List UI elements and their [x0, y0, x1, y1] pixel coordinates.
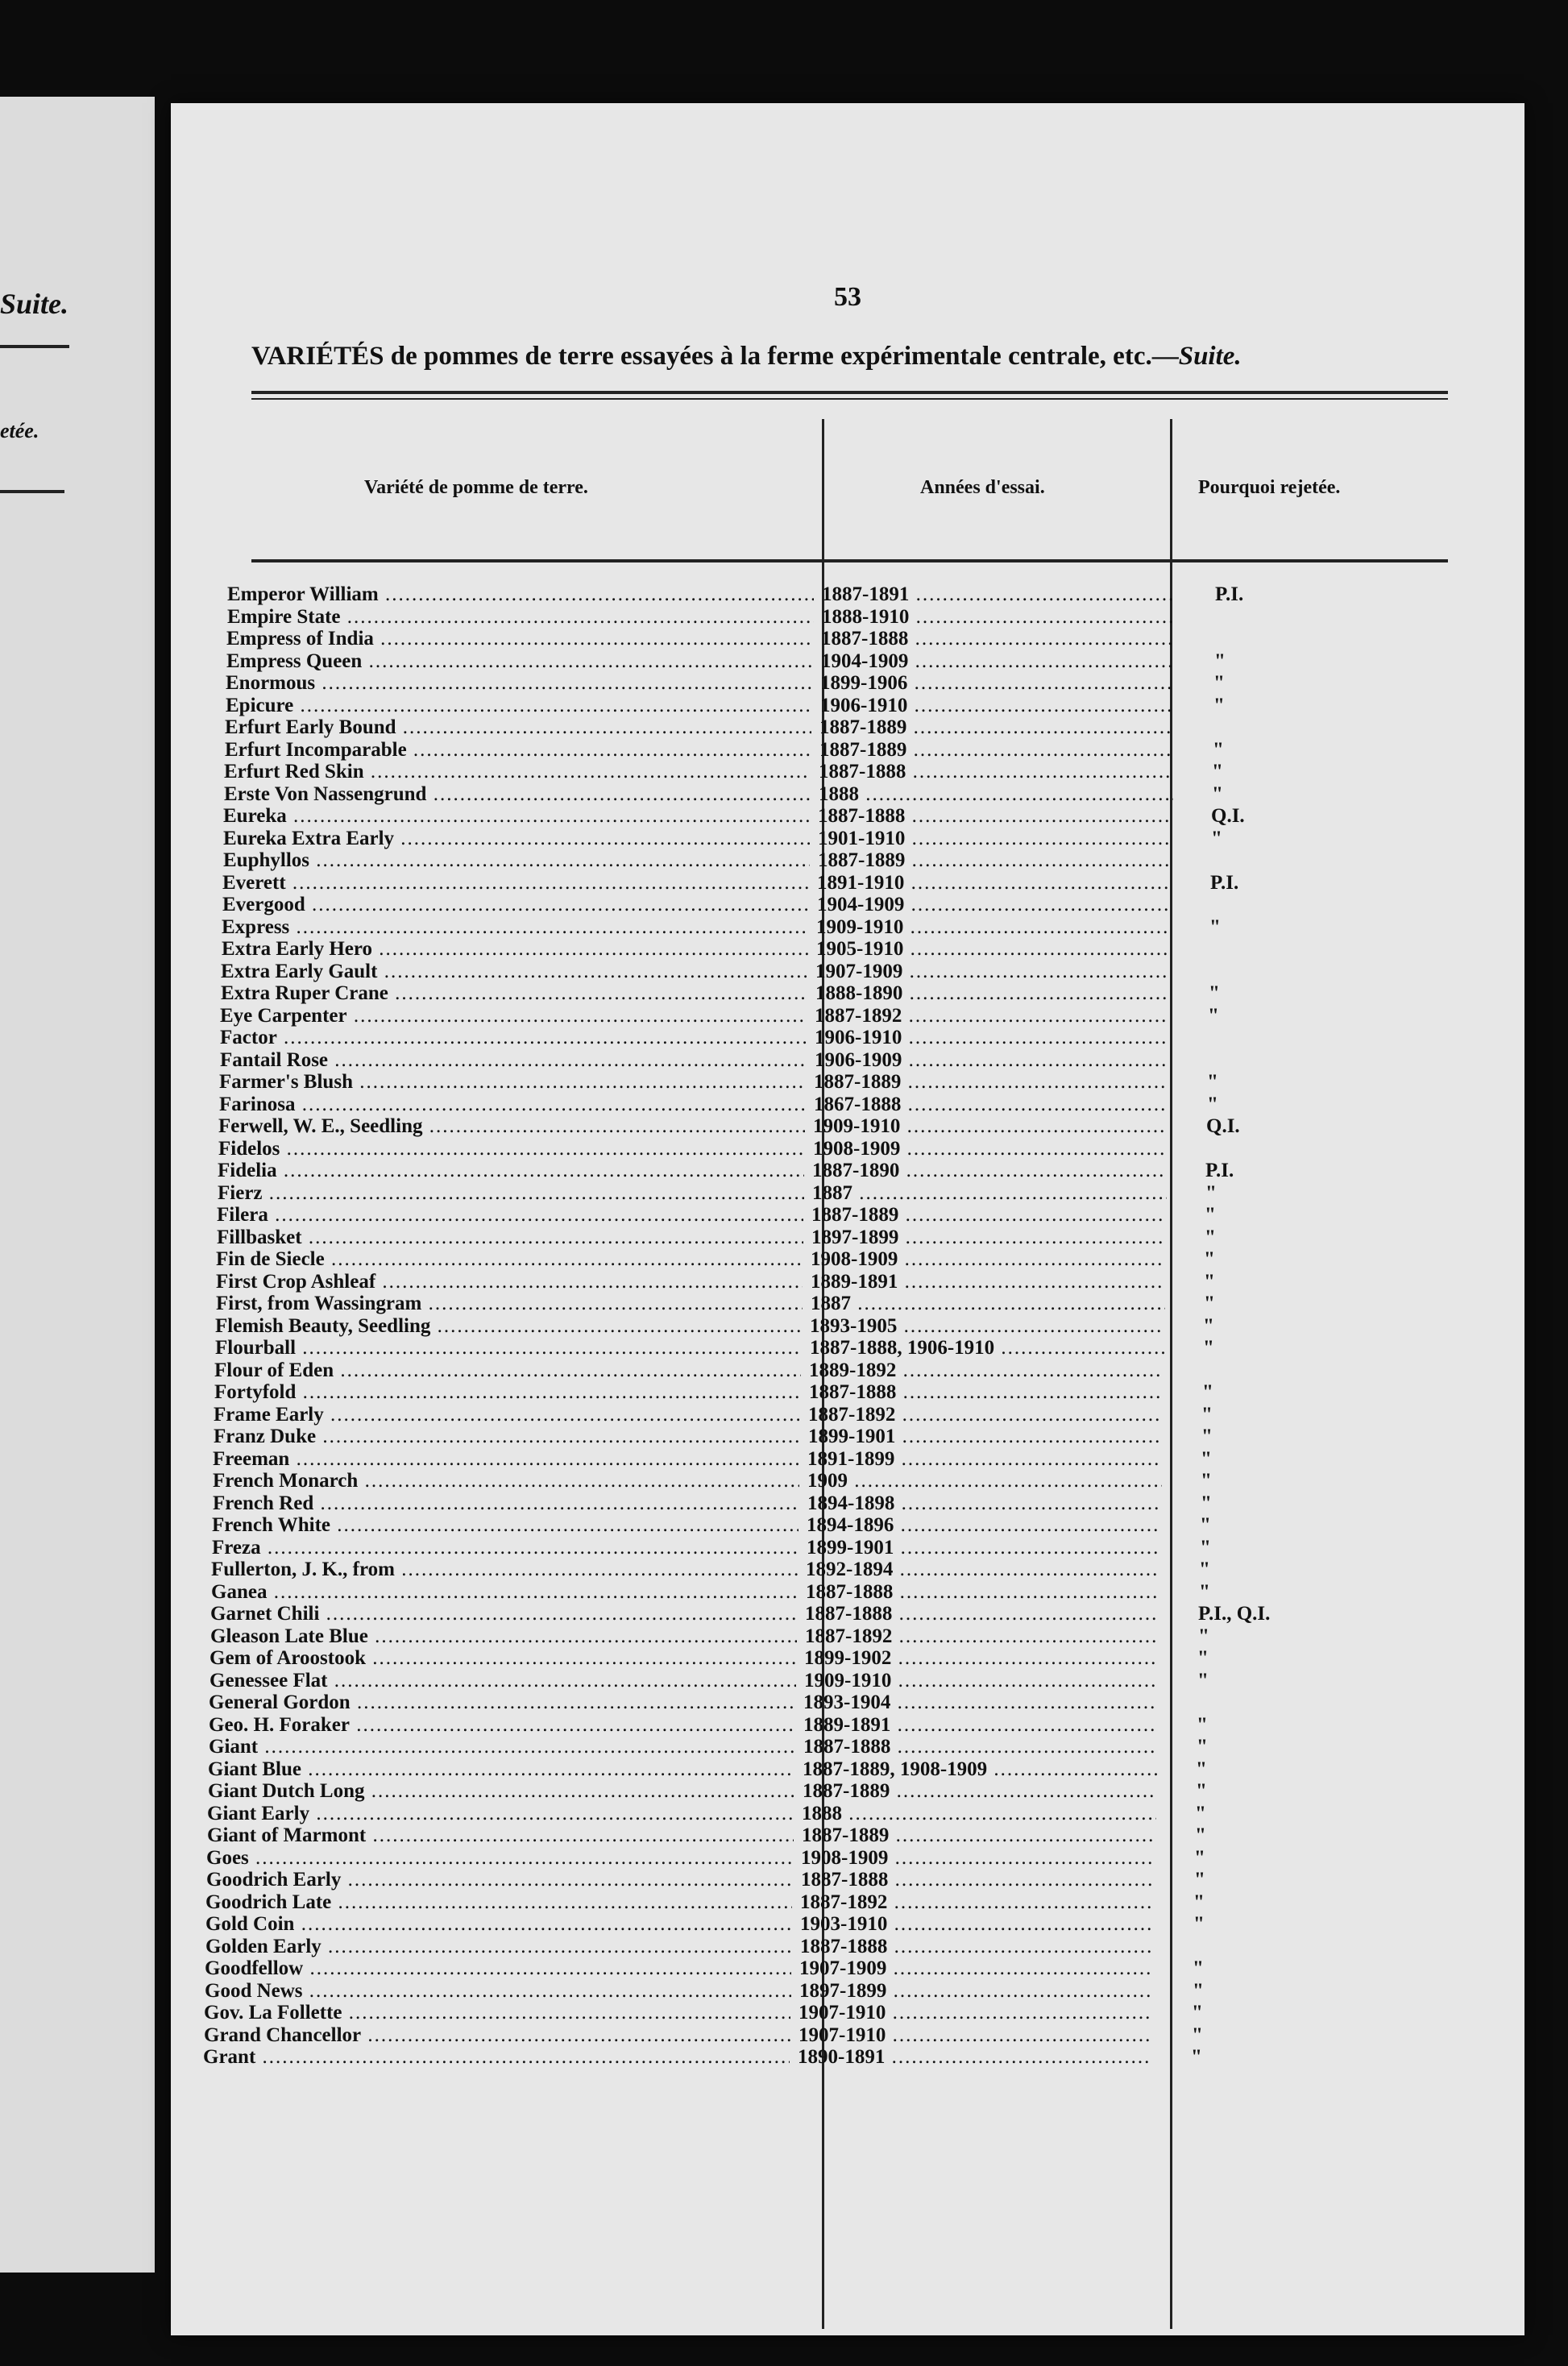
- table-row: [208, 1758, 1465, 1781]
- table-row: [227, 606, 1484, 629]
- table-row: [222, 894, 1479, 916]
- row-years: 1887-1888 .....: [800, 1936, 1155, 1958]
- row-years: 1887-1889 .....: [803, 1780, 1157, 1803]
- row-reason: ": [1205, 1181, 1217, 1204]
- row-reason: ": [1214, 650, 1226, 672]
- table-row: [216, 1248, 1473, 1271]
- row-name: Giant Blue .....: [208, 1758, 794, 1781]
- row-years: 1894-1896 .....: [807, 1514, 1161, 1537]
- row-years: 1889-1891 .....: [803, 1714, 1158, 1737]
- row-reason: ": [1199, 1580, 1210, 1603]
- row-name: Freeman .....: [213, 1448, 799, 1471]
- row-name: Farinosa .....: [219, 1094, 806, 1116]
- row-name: Goodrich Early .....: [206, 1869, 793, 1891]
- previous-page-suite-fragment: Suite.: [0, 288, 69, 320]
- row-years: 1907-1910 .....: [799, 2024, 1153, 2047]
- row-years: 1909-1910 .....: [804, 1670, 1159, 1692]
- table-row: [212, 1514, 1469, 1537]
- heading-rule-thin: [251, 398, 1448, 400]
- row-name: Flemish Beauty, Seedling .....: [215, 1315, 802, 1338]
- row-years: 1887-1889 .....: [811, 1204, 1166, 1227]
- row-years: 1899-1902 .....: [804, 1647, 1159, 1670]
- row-years: 1887-1888 .....: [801, 1869, 1155, 1891]
- row-reason: ": [1201, 1447, 1212, 1470]
- row-name: Euphyllos .....: [223, 849, 810, 872]
- row-years: 1887-1889 .....: [814, 1071, 1168, 1094]
- row-years: 1887-1889 .....: [802, 1824, 1156, 1847]
- row-reason: P.I.: [1215, 583, 1244, 605]
- row-name: General Gordon .....: [209, 1691, 795, 1714]
- row-name: Goodfellow .....: [205, 1957, 791, 1980]
- row-years: 1904-1909 .....: [817, 894, 1172, 916]
- row-reason: ": [1211, 827, 1222, 849]
- variety-table: [203, 583, 1484, 2069]
- row-name: Flour of Eden .....: [214, 1359, 801, 1382]
- row-years: 1906-1909 .....: [815, 1049, 1169, 1072]
- row-name: Evergood .....: [222, 894, 809, 916]
- table-row: [220, 1049, 1477, 1072]
- row-years: 1907-1910 .....: [799, 2002, 1153, 2024]
- row-reason: ": [1197, 1736, 1208, 1758]
- table-row: [205, 1891, 1462, 1914]
- table-row: [210, 1625, 1467, 1648]
- row-name: Gov. La Follette .....: [204, 2002, 790, 2024]
- row-name: Extra Early Gault .....: [221, 961, 807, 983]
- table-row: [227, 583, 1484, 606]
- table-row: [224, 761, 1481, 783]
- previous-page-fragment: [0, 97, 155, 2273]
- row-years: 1891-1899 .....: [807, 1448, 1162, 1471]
- row-reason: P.I., Q.I.: [1198, 1603, 1271, 1625]
- row-years: 1906-1910 .....: [820, 695, 1175, 717]
- row-reason: ": [1202, 1381, 1213, 1403]
- row-name: Goes .....: [206, 1847, 793, 1870]
- row-name: Filera .....: [217, 1204, 803, 1227]
- row-name: Erfurt Red Skin .....: [224, 761, 811, 783]
- row-name: Giant .....: [209, 1736, 795, 1758]
- table-row: [211, 1581, 1468, 1604]
- row-reason: ": [1194, 1869, 1205, 1891]
- row-name: Erste Von Nassengrund .....: [224, 783, 811, 806]
- table-row: [211, 1559, 1468, 1581]
- row-name: Good News .....: [205, 1980, 791, 2003]
- table-row: [204, 2002, 1461, 2024]
- table-row: [221, 961, 1478, 983]
- row-reason: ": [1207, 1093, 1218, 1115]
- table-row: [209, 1691, 1466, 1714]
- row-years: 1899-1901 .....: [807, 1537, 1161, 1559]
- table-row: [209, 1736, 1466, 1758]
- row-name: Fierz .....: [218, 1182, 804, 1205]
- row-reason: ": [1195, 1802, 1206, 1824]
- table-row: [219, 1094, 1476, 1116]
- row-years: 1888 .....: [819, 783, 1173, 806]
- row-name: Goodrich Late .....: [205, 1891, 792, 1914]
- table-row: [222, 916, 1479, 939]
- row-name: Giant Early .....: [207, 1803, 794, 1825]
- row-years: 1888-1910 .....: [822, 606, 1176, 629]
- row-years: 1889-1891 .....: [811, 1271, 1165, 1293]
- heading-suite: Suite.: [1178, 342, 1242, 371]
- document-page: [171, 103, 1524, 2335]
- row-years: 1887-1889 .....: [818, 849, 1172, 872]
- table-row: [209, 1670, 1466, 1692]
- table-row: [218, 1115, 1475, 1138]
- table-row: [221, 982, 1478, 1005]
- row-name: First, from Wassingram .....: [216, 1293, 803, 1315]
- row-years: 1888 .....: [802, 1803, 1156, 1825]
- row-name: First Crop Ashleaf .....: [216, 1271, 803, 1293]
- row-reason: ": [1208, 1004, 1219, 1027]
- row-name: Fortyfold .....: [214, 1381, 801, 1404]
- page-heading: [251, 342, 1460, 372]
- row-years: 1909 .....: [807, 1470, 1162, 1492]
- row-name: Golden Early .....: [205, 1936, 792, 1958]
- column-header-reason: Pourquoi rejetée.: [1198, 477, 1341, 498]
- table-row: [218, 1182, 1475, 1205]
- row-years: 1887-1888 .....: [819, 761, 1173, 783]
- row-years: 1907-1909 .....: [815, 961, 1170, 983]
- row-years: 1907-1909 .....: [799, 1957, 1154, 1980]
- row-years: 1908-1909 .....: [801, 1847, 1155, 1870]
- row-reason: ": [1193, 1957, 1204, 1979]
- row-reason: ": [1193, 1913, 1205, 1935]
- table-row: [222, 872, 1479, 895]
- row-name: Fullerton, J. K., from .....: [211, 1559, 798, 1581]
- table-row: [205, 1936, 1462, 1958]
- row-reason: ": [1203, 1337, 1214, 1359]
- row-years: 1887-1889 .....: [819, 716, 1174, 739]
- table-row: [216, 1293, 1473, 1315]
- row-name: Franz Duke .....: [214, 1426, 800, 1448]
- row-years: 1908-1909 .....: [813, 1138, 1168, 1160]
- previous-page-rule-2: [0, 490, 64, 493]
- row-years: 1899-1901 .....: [808, 1426, 1163, 1448]
- table-row: [226, 695, 1483, 717]
- row-name: Flourball .....: [215, 1337, 802, 1359]
- row-name: Ganea .....: [211, 1581, 798, 1604]
- row-name: Eureka .....: [223, 805, 810, 828]
- table-row: [204, 2024, 1461, 2047]
- previous-page-etee-fragment: etée.: [0, 419, 39, 442]
- row-years: 1893-1904 .....: [803, 1691, 1158, 1714]
- row-years: 1906-1910 .....: [815, 1027, 1169, 1049]
- row-name: Emperor William .....: [227, 583, 814, 606]
- table-row: [226, 672, 1483, 695]
- row-name: Giant of Marmont .....: [207, 1824, 794, 1847]
- row-reason: Q.I.: [1206, 1115, 1240, 1137]
- row-name: Everett .....: [222, 872, 809, 895]
- row-reason: ": [1192, 2024, 1203, 2046]
- row-years: 1887-1888 .....: [809, 1381, 1164, 1404]
- row-name: Geo. H. Foraker .....: [209, 1714, 795, 1737]
- table-row: [206, 1869, 1463, 1891]
- table-row: [212, 1537, 1469, 1559]
- row-reason: ": [1204, 1270, 1215, 1293]
- row-years: 1909-1910 .....: [816, 916, 1171, 939]
- table-row: [225, 739, 1482, 762]
- row-name: Eureka Extra Early .....: [223, 828, 810, 850]
- table-row: [205, 1957, 1462, 1980]
- row-reason: ": [1207, 1071, 1218, 1093]
- row-years: 1887-1890 .....: [812, 1160, 1167, 1182]
- row-name: French White .....: [212, 1514, 799, 1537]
- row-reason: ": [1201, 1403, 1213, 1426]
- row-years: 1905-1910 .....: [816, 938, 1171, 961]
- row-reason: ": [1193, 1891, 1205, 1913]
- row-years: 1887-1889, 1908-1909 .....: [803, 1758, 1157, 1781]
- table-row: [214, 1426, 1471, 1448]
- row-years: 1897-1899 .....: [811, 1227, 1166, 1249]
- row-reason: ": [1205, 1226, 1216, 1248]
- row-reason: ": [1204, 1248, 1215, 1270]
- row-years: 1887-1888 .....: [821, 628, 1176, 650]
- row-years: 1887-1889 .....: [819, 739, 1174, 762]
- row-name: Grant .....: [203, 2046, 790, 2069]
- row-years: 1909-1910 .....: [813, 1115, 1168, 1138]
- row-name: Garnet Chili .....: [210, 1603, 797, 1625]
- row-years: 1887 .....: [811, 1293, 1165, 1315]
- row-years: 1887-1888 .....: [806, 1581, 1160, 1604]
- row-name: Freza .....: [212, 1537, 799, 1559]
- table-row: [226, 650, 1483, 673]
- table-row: [205, 1980, 1462, 2003]
- table-row: [223, 805, 1480, 828]
- row-years: 1903-1910 .....: [800, 1913, 1155, 1936]
- row-years: 1887-1888 .....: [818, 805, 1172, 828]
- table-row: [213, 1448, 1470, 1471]
- row-years: 1892-1894 .....: [806, 1559, 1160, 1581]
- row-name: Express .....: [222, 916, 808, 939]
- row-reason: ": [1193, 1979, 1204, 2002]
- row-name: Extra Ruper Crane .....: [221, 982, 807, 1005]
- row-reason: ": [1201, 1426, 1213, 1447]
- table-row: [213, 1470, 1470, 1492]
- row-years: 1887-1892 .....: [800, 1891, 1155, 1914]
- row-name: Factor .....: [220, 1027, 807, 1049]
- table-row: [215, 1315, 1472, 1338]
- row-name: Eye Carpenter .....: [220, 1005, 807, 1027]
- table-row: [207, 1824, 1464, 1847]
- row-name: Extra Early Hero .....: [222, 938, 808, 961]
- row-years: 1899-1906 .....: [820, 672, 1175, 695]
- row-reason: ": [1200, 1514, 1211, 1536]
- row-years: 1904-1909 .....: [821, 650, 1176, 673]
- row-reason: ": [1191, 2046, 1202, 2068]
- table-row: [214, 1404, 1471, 1426]
- row-reason: ": [1196, 1780, 1207, 1802]
- row-name: Gem of Aroostook .....: [209, 1647, 796, 1670]
- row-years: 1887-1888, 1906-1910 .....: [810, 1337, 1164, 1359]
- row-years: 1901-1910 .....: [818, 828, 1172, 850]
- table-row: [217, 1204, 1474, 1227]
- row-reason: ": [1192, 2002, 1203, 2024]
- table-row: [210, 1603, 1467, 1625]
- table-row: [224, 783, 1481, 806]
- row-reason: ": [1213, 672, 1225, 694]
- table-row: [206, 1847, 1463, 1870]
- row-name: Fidelos .....: [218, 1138, 805, 1160]
- table-row: [216, 1271, 1473, 1293]
- table-row: [209, 1714, 1466, 1737]
- table-row: [225, 716, 1482, 739]
- row-name: Fillbasket .....: [217, 1227, 803, 1249]
- table-row: [218, 1160, 1475, 1182]
- row-years: 1887-1892 .....: [808, 1404, 1163, 1426]
- row-reason: ": [1194, 1846, 1205, 1869]
- table-row: [207, 1803, 1464, 1825]
- row-years: 1908-1909 .....: [811, 1248, 1165, 1271]
- table-row: [215, 1337, 1472, 1359]
- row-years: 1888-1890 .....: [815, 982, 1170, 1005]
- row-years: 1894-1898 .....: [807, 1492, 1162, 1515]
- heading-rule-thick: [251, 391, 1448, 394]
- row-name: Empress Queen .....: [226, 650, 813, 673]
- row-name: French Monarch .....: [213, 1470, 799, 1492]
- row-years: 1887-1892 .....: [815, 1005, 1169, 1027]
- row-reason: ": [1201, 1470, 1212, 1492]
- row-name: Fin de Siecle .....: [216, 1248, 803, 1271]
- row-name: Gold Coin .....: [205, 1913, 792, 1936]
- row-reason: ": [1197, 1713, 1208, 1736]
- row-reason: ": [1205, 1204, 1216, 1226]
- row-name: Frame Early .....: [214, 1404, 800, 1426]
- row-name: Grand Chancellor .....: [204, 2024, 790, 2047]
- previous-page-rule: [0, 345, 69, 348]
- heading-text: VARIÉTÉS de pommes de terre essayées à la ferme expérimentale centrale, etc.—: [251, 342, 1179, 371]
- row-name: Erfurt Incomparable .....: [225, 739, 811, 762]
- row-reason: ": [1198, 1625, 1209, 1647]
- row-reason: P.I.: [1205, 1160, 1234, 1181]
- row-years: 1887-1888 .....: [803, 1736, 1158, 1758]
- header-bottom-rule: [251, 559, 1448, 562]
- row-years: 1887-1888 .....: [805, 1603, 1159, 1625]
- table-row: [223, 828, 1480, 850]
- row-reason: ": [1212, 782, 1223, 805]
- table-row: [214, 1381, 1471, 1404]
- row-name: Erfurt Early Bound .....: [225, 716, 811, 739]
- table-row: [209, 1647, 1466, 1670]
- row-reason: ": [1197, 1669, 1209, 1691]
- row-reason: ": [1213, 694, 1225, 716]
- table-row: [218, 1138, 1475, 1160]
- table-row: [223, 849, 1480, 872]
- row-name: Gleason Late Blue .....: [210, 1625, 797, 1648]
- row-name: Enormous .....: [226, 672, 812, 695]
- row-name: Genessee Flat .....: [209, 1670, 796, 1692]
- row-name: Empress of India .....: [226, 628, 813, 650]
- row-reason: ": [1195, 1824, 1206, 1846]
- table-row: [208, 1780, 1465, 1803]
- row-reason: ": [1200, 1536, 1211, 1559]
- row-reason: ": [1209, 982, 1220, 1004]
- row-name: French Red .....: [213, 1492, 799, 1515]
- row-years: 1887 .....: [812, 1182, 1167, 1205]
- table-row: [220, 1027, 1477, 1049]
- row-reason: ": [1199, 1559, 1210, 1580]
- row-reason: ": [1212, 761, 1223, 782]
- row-reason: Q.I.: [1211, 805, 1245, 827]
- row-name: Ferwell, W. E., Seedling .....: [218, 1115, 805, 1138]
- row-years: 1893-1905 .....: [810, 1315, 1164, 1338]
- row-name: Epicure .....: [226, 695, 812, 717]
- row-reason: ": [1201, 1492, 1212, 1514]
- row-years: 1890-1891 .....: [798, 2046, 1152, 2069]
- row-name: Fantail Rose .....: [220, 1049, 807, 1072]
- row-reason: ": [1197, 1647, 1209, 1669]
- table-row: [205, 1913, 1462, 1936]
- table-row: [217, 1227, 1474, 1249]
- column-header-variety: Variété de pomme de terre.: [364, 477, 588, 498]
- row-reason: P.I.: [1210, 871, 1239, 894]
- row-years: 1891-1910 .....: [817, 872, 1172, 895]
- table-row: [226, 628, 1483, 650]
- row-reason: ": [1204, 1293, 1215, 1314]
- table-row: [222, 938, 1479, 961]
- row-years: 1887-1892 .....: [805, 1625, 1159, 1648]
- row-years: 1887-1891 .....: [822, 583, 1176, 606]
- row-name: Empire State .....: [227, 606, 814, 629]
- table-row: [203, 2046, 1460, 2069]
- row-name: Giant Dutch Long .....: [208, 1780, 794, 1803]
- table-row: [220, 1005, 1477, 1027]
- column-header-years: Années d'essai.: [920, 477, 1045, 498]
- row-name: Farmer's Blush .....: [219, 1071, 806, 1094]
- row-reason: ": [1209, 915, 1221, 938]
- table-row: [213, 1492, 1470, 1515]
- row-years: 1889-1892 .....: [809, 1359, 1164, 1382]
- table-row: [219, 1071, 1476, 1094]
- row-reason: ": [1203, 1314, 1214, 1337]
- row-reason: ": [1196, 1758, 1207, 1780]
- row-name: Fidelia .....: [218, 1160, 804, 1182]
- table-row: [214, 1359, 1471, 1382]
- row-years: 1867-1888 .....: [814, 1094, 1168, 1116]
- row-years: 1897-1899 .....: [799, 1980, 1154, 2003]
- row-reason: ": [1213, 738, 1224, 761]
- page-number: 53: [834, 282, 861, 312]
